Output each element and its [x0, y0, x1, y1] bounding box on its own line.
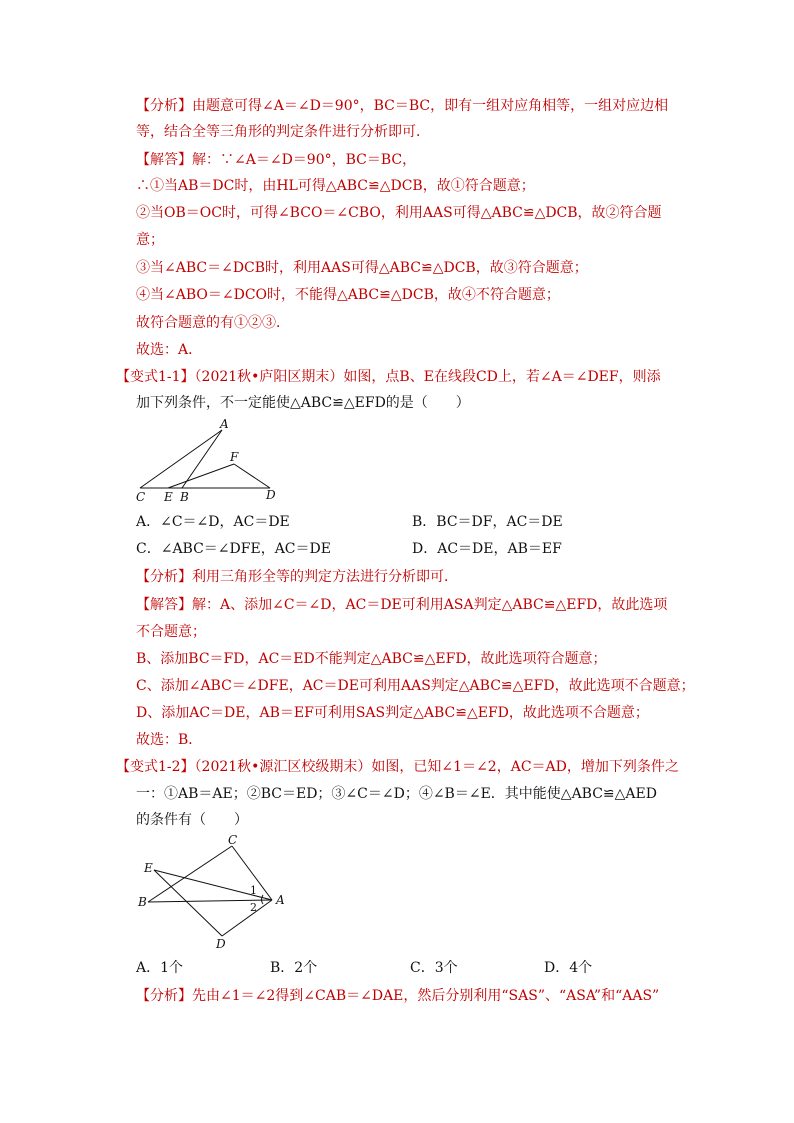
- label-d: D: [266, 488, 276, 502]
- variant2-diagram: [134, 834, 294, 956]
- label-e: E: [164, 490, 173, 504]
- variant1-option-a: A．∠C＝∠D，AC＝DE: [136, 514, 290, 530]
- variant1-diagram: [130, 418, 290, 508]
- answer-line-4: 意；: [136, 232, 164, 248]
- variant1-option-c: C．∠ABC＝∠DFE，AC＝DE: [136, 541, 331, 557]
- variant2-option-d: D．4个: [544, 960, 593, 976]
- variant2-option-b: B．2个: [270, 960, 318, 976]
- variant1-answer-line-2: 不合题意；: [136, 624, 206, 640]
- label-b: B: [180, 490, 189, 504]
- variant1-choose: 故选：B．: [136, 732, 203, 748]
- variant1-answer-line-1: 【解答】解：A、添加∠C＝∠D，AC＝DE可利用ASA判定△ABC≌△EFD，故此选项: [136, 597, 668, 613]
- label-c: C: [136, 490, 146, 504]
- label-e: E: [144, 861, 153, 875]
- label-f: F: [230, 450, 239, 464]
- angle-arc: [262, 895, 264, 904]
- segment-ef: [168, 464, 234, 488]
- variant2-question-line-2: 一：①AB＝AE；②BC＝ED；③∠C＝∠D；④∠B＝∠E．其中能使△ABC≌△AED: [136, 786, 657, 802]
- variant1-answer-line-3: B、添加BC＝FD，AC＝ED不能判定△ABC≌△EFD，故此选项符合题意；: [136, 651, 607, 667]
- variant2-question-line-1: 【变式1-2】（2021秋•源汇区校级期末）如图，已知∠1＝∠2，AC＝AD，增加下列条件之: [116, 759, 679, 775]
- variant2-question-line-3: 的条件有（ ）: [136, 812, 248, 828]
- label-a: A: [276, 893, 285, 907]
- angle-1-label: 1: [250, 884, 257, 897]
- variant1-question-line-1: 【变式1-1】（2021秋•庐阳区期末）如图，点B、E在线段CD上，若∠A＝∠DEF，则添: [116, 369, 661, 385]
- variant1-answer-line-5: D、添加AC＝DE，AB＝EF可利用SAS判定△ABC≌△EFD，故此选项不合题意；: [136, 705, 649, 721]
- segment-fd: [234, 464, 270, 488]
- segment-da: [222, 900, 272, 936]
- answer-line-7: 故符合题意的有①②③．: [136, 315, 290, 331]
- label-a: A: [220, 418, 229, 431]
- segment-ca: [140, 430, 222, 488]
- variant2-analysis: 【分析】先由∠1＝∠2得到∠CAB＝∠DAE，然后分别利用“SAS”、“ASA”和“AAS”: [136, 988, 660, 1004]
- segment-bc: [148, 846, 232, 902]
- segment-ed: [154, 870, 222, 936]
- angle-2-label: 2: [250, 901, 257, 914]
- answer-line-3: ②当OB＝OC时，可得∠BCO＝∠CBO，利用AAS可得△ABC≌△DCB，故②符合题: [136, 205, 662, 221]
- analysis-line-2: 等，结合全等三角形的判定条件进行分析即可．: [136, 124, 430, 140]
- answer-line-2: ∴①当AB＝DC时，由HL可得△ABC≌△DCB，故①符合题意；: [136, 178, 535, 194]
- variant1-option-b: B．BC＝DF，AC＝DE: [412, 514, 563, 530]
- variant1-analysis: 【分析】利用三角形全等的判定方法进行分析即可．: [136, 569, 458, 585]
- variant1-option-d: D．AC＝DE，AB＝EF: [412, 541, 562, 557]
- answer-line-6: ④当∠ABO＝∠DCO时，不能得△ABC≌△DCB，故④不符合题意；: [136, 287, 560, 303]
- label-c: C: [228, 834, 238, 847]
- segment-ab: [182, 430, 222, 488]
- label-d: D: [216, 937, 226, 951]
- answer-line-5: ③当∠ABC＝∠DCB时，利用AAS可得△ABC≌△DCB，故③符合题意；: [136, 260, 588, 276]
- variant2-option-a: A．1个: [136, 960, 184, 976]
- choose-line: 故选：A．: [136, 342, 203, 358]
- analysis-line-1: 【分析】由题意可得∠A＝∠D＝90°，BC＝BC，即有一组对应角相等，一组对应边相: [136, 98, 669, 114]
- label-b: B: [138, 895, 147, 909]
- variant2-option-c: C．3个: [410, 960, 458, 976]
- variant1-question-line-2: 加下列条件，不一定能使△ABC≌△EFD的是（ ）: [136, 395, 470, 411]
- answer-line-1: 【解答】解：∵∠A＝∠D＝90°，BC＝BC，: [136, 152, 417, 168]
- variant1-answer-line-4: C、添加∠ABC＝∠DFE，AC＝DE可利用AAS判定△ABC≌△EFD，故此选项不合题意；: [136, 678, 695, 694]
